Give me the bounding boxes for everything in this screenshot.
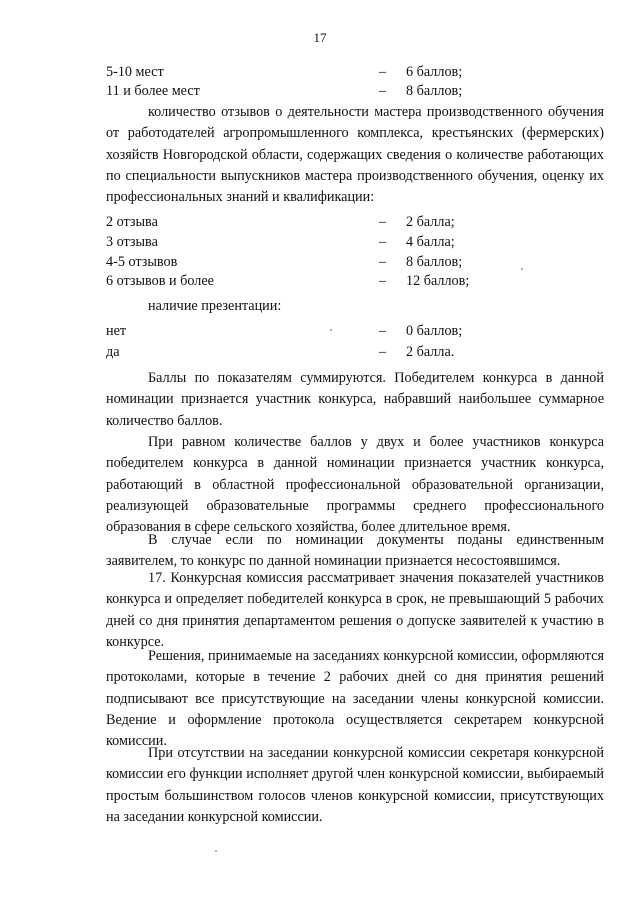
scan-speck: [330, 329, 332, 331]
score-value: 12 баллов;: [406, 273, 470, 289]
score-label: да: [106, 344, 120, 360]
score-label: 3 отзыва: [106, 234, 158, 250]
score-row: [106, 253, 526, 272]
score-dash: –: [379, 83, 387, 99]
score-row: [106, 213, 526, 232]
score-row: [106, 233, 526, 252]
score-label: 11 и более мест: [106, 83, 200, 99]
score-label: 4-5 отзывов: [106, 254, 178, 270]
score-dash: –: [379, 254, 387, 270]
body-paragraph: 17. Конкурсная комиссия рассматривает значения показателей участников конкурса и определяет победителей конкурса в срок, не превышающий 5 рабочих дней со дня принятия департаментом решения о допуске заявителей к участию в конкурсе.: [106, 570, 604, 650]
score-value: 8 баллов;: [406, 83, 463, 99]
score-value: 4 балла;: [406, 234, 455, 250]
score-dash: –: [379, 273, 387, 289]
score-value: 6 баллов;: [406, 64, 463, 80]
score-row: [106, 82, 526, 101]
scan-speck: [215, 850, 217, 852]
score-value: 2 балла.: [406, 344, 455, 360]
body-paragraph: При равном количестве баллов у двух и более участников конкурса победителем конкурса в данной номинации признается участник конкурса, работающий в областной профессиональной образовательной организации, реализующей образовательные программы среднего профессионального образования в сфере сельского хозяйства, более длительное время.: [106, 434, 604, 536]
score-row: [106, 63, 526, 82]
score-label: 5-10 мест: [106, 64, 164, 80]
score-row: [106, 322, 526, 341]
score-row: [106, 343, 526, 362]
body-paragraph: Решения, принимаемые на заседаниях конкурсной комиссии, оформляются протоколами, которые в течение 2 рабочих дней со дня принятия решений подписывают все присутствующие на заседании члены конкурсной комиссии. Ведение и оформление протокола осуществляется секретарем конкурсной комиссии.: [106, 648, 604, 750]
body-paragraph: В случае если по номинации документы поданы единственным заявителем, то конкурс по данной номинации признается несостоявшимся.: [106, 532, 604, 570]
score-dash: –: [379, 323, 387, 339]
body-paragraph: При отсутствии на заседании конкурсной комиссии секретаря конкурсной комиссии его функции исполняет другой член конкурсной комиссии, выбираемый простым большинством голосов членов конкурсной комиссии, присутствующих на заседании конкурсной комиссии.: [106, 745, 604, 825]
scan-speck: [521, 268, 523, 270]
page-number: 17: [313, 30, 327, 45]
score-dash: –: [379, 344, 387, 360]
score-value: 8 баллов;: [406, 254, 463, 270]
score-label: 2 отзыва: [106, 214, 158, 230]
score-label: нет: [106, 323, 127, 339]
score-value: 2 балла;: [406, 214, 455, 230]
presentation-heading: наличие презентации:: [148, 298, 282, 314]
body-paragraph: Баллы по показателям суммируются. Победителем конкурса в данной номинации признается участник конкурса, набравший наибольшее суммарное количество баллов.: [106, 370, 604, 429]
score-dash: –: [379, 64, 387, 80]
reviews-criterion-paragraph: количество отзывов о деятельности мастера производственного обучения от работодателей агропромышленного комплекса, крестьянских (фермерских) хозяйств Новгородской области, содержащих сведения о количестве работающих по специальности выпускников мастера производственного обучения, оценку их профессиональных знаний и квалификации:: [106, 104, 604, 206]
score-value: 0 баллов;: [406, 323, 463, 339]
score-dash: –: [379, 214, 387, 230]
score-row: [106, 272, 526, 291]
score-label: 6 отзывов и более: [106, 273, 214, 289]
score-dash: –: [379, 234, 387, 250]
